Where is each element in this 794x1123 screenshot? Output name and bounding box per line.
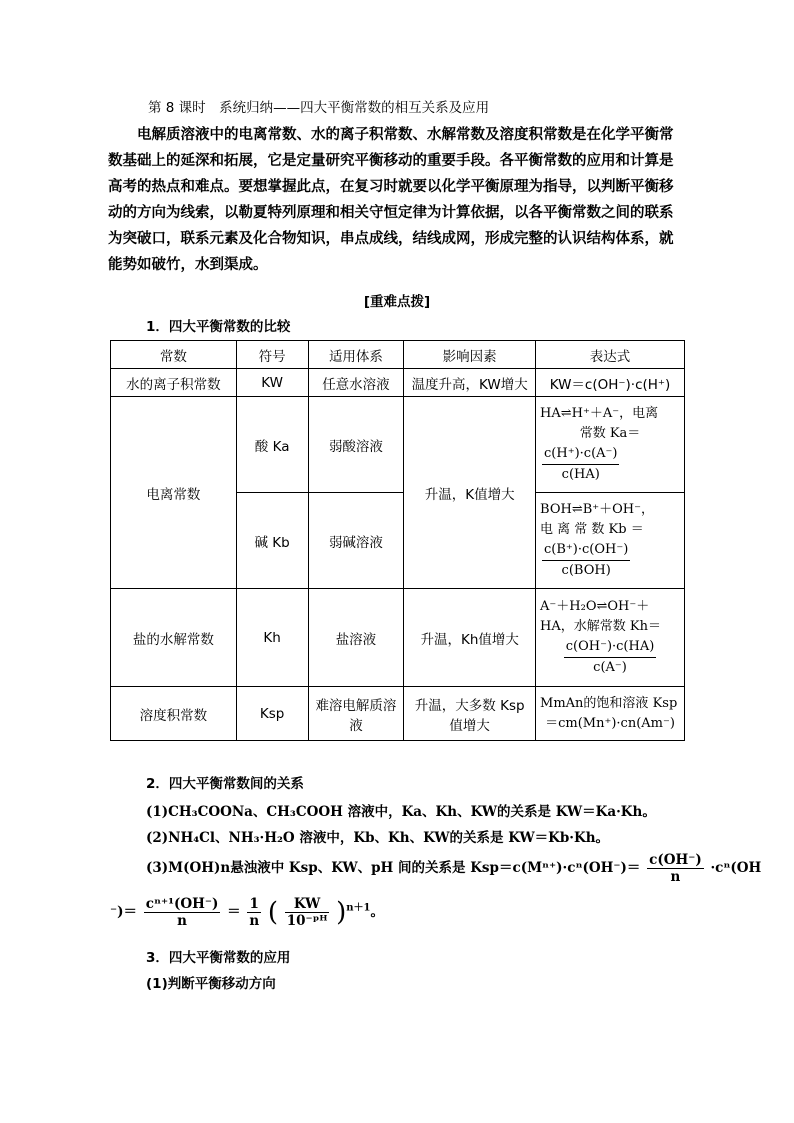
fraction-numerator: c(OH⁻) <box>649 852 702 868</box>
cell-expression <box>536 687 685 741</box>
table-row-solubility <box>111 687 685 741</box>
relation-3-fraction <box>144 896 221 929</box>
cell-name: 电离常数 <box>111 397 237 589</box>
relation-3-fraction <box>647 852 704 885</box>
header-expression: 表达式 <box>536 341 685 369</box>
cell-factor: 升温，K值增大 <box>404 397 536 589</box>
intro-paragraph: 电解质溶液中的电离常数、水的离子积常数、水解常数及溶度积常数是在化学平衡常数基础上的延深和拓展，它是定量研究平衡移动的重要手段。各平衡常数的应用和计算是高考的热点和难点。要想掌握此点，在复习时就要以化学平衡原理为指导，以判断平衡移动的方向为线索，以勒夏特列原理和相关守恒定律为计算依据，以各平衡常数之间的联系为突破口，联系元素及化合物知识，串点成线，结线成网，形成完整的认识结构体系，就能势如破竹，水到渠成。 <box>108 126 674 273</box>
fraction-denominator: c(A⁻) <box>593 660 627 675</box>
section-3-subtitle: (1)判断平衡移动方向 <box>146 976 276 992</box>
cell-system: 盐溶液 <box>308 589 404 687</box>
cell-factor: 温度升高，KW增大 <box>404 369 536 397</box>
fraction-denominator: 10⁻ᵖᴴ <box>286 913 328 929</box>
fraction-denominator: c(BOH) <box>561 563 611 578</box>
table-row-acid <box>111 397 685 493</box>
expr-line: A⁻＋H₂O⇌OH⁻＋ <box>540 599 650 614</box>
expr-line: HA⇌H⁺＋A⁻，电离 <box>540 406 659 421</box>
cell-expression <box>536 493 685 589</box>
cell-expression <box>536 589 685 687</box>
relation-3-text: 。 <box>370 904 384 920</box>
cell-name: 溶度积常数 <box>111 687 237 741</box>
header-symbol: 符号 <box>236 341 308 369</box>
expr-line: 常数 Ka＝ <box>579 426 641 441</box>
expr-line: 电 离 常 数 Kb ＝ <box>540 522 644 537</box>
constants-comparison-table <box>110 340 685 741</box>
relation-3-text: ·cⁿ(OH <box>710 860 762 876</box>
fraction-numerator: 1 <box>247 896 261 913</box>
relation-2: (2)NH₄Cl、NH₃·H₂O 溶液中，Kb、Kh、KW的关系是 KW＝Kb·Kh。 <box>146 830 610 846</box>
expr-fraction <box>564 637 657 678</box>
relation-3-line-1 <box>146 852 761 885</box>
cell-name: 水的离子积常数 <box>111 369 237 397</box>
expr-fraction <box>542 540 630 581</box>
fraction-numerator: cⁿ⁺¹(OH⁻) <box>145 896 219 912</box>
fraction-numerator: c(B⁺)·c(OH⁻) <box>542 540 630 561</box>
section-3-title: 3．四大平衡常数的应用 <box>146 950 291 966</box>
cell-factor: 升温，大多数 Ksp值增大 <box>404 687 536 741</box>
section-2-title: 2．四大平衡常数间的关系 <box>146 776 304 792</box>
cell-symbol: 酸 Ka <box>236 397 308 493</box>
section-heading: [重难点拨] <box>363 294 431 310</box>
cell-system: 弱酸溶液 <box>308 397 404 493</box>
expr-line: MmAn的饱和溶液 Ksp <box>540 695 678 711</box>
cell-expression: KW＝c(OH⁻)·c(H⁺) <box>536 369 685 397</box>
cell-system: 弱碱溶液 <box>308 493 404 589</box>
header-factor: 影响因素 <box>404 341 536 369</box>
fraction-denominator: n <box>670 869 681 885</box>
cell-name: 盐的水解常数 <box>111 589 237 687</box>
relation-3-text: ⁻)＝ <box>110 904 138 920</box>
cell-system: 难溶电解质溶液 <box>308 687 404 741</box>
relation-3-line-2: ⁻)＝ $\frac{\text{cⁿ⁺¹(OH⁻)}}{n}$ ＝ $\frac{1}{n}$ ( $\frac{KW}{\text{10⁻ᵖᴴ}}$ )$^{n+1}$。 <box>110 896 384 929</box>
table-row-water <box>111 369 685 397</box>
fraction-denominator: n <box>249 913 260 929</box>
header-constant: 常数 <box>111 341 237 369</box>
relation-3-text: (3)M(OH)n悬浊液中 Ksp、KW、pH 间的关系是 Ksp＝c(Mⁿ⁺)·cⁿ(OH⁻)＝ <box>146 860 641 876</box>
fraction-numerator: KW <box>285 896 330 913</box>
table-row-hydrolysis <box>111 589 685 687</box>
cell-expression <box>536 397 685 493</box>
fraction-numerator: c(H⁺)·c(A⁻) <box>542 444 619 465</box>
cell-symbol: Ksp <box>236 687 308 741</box>
header-system: 适用体系 <box>308 341 404 369</box>
relation-3-fraction <box>285 896 330 929</box>
relation-3-text: ＝ <box>227 904 241 920</box>
cell-symbol: 碱 Kb <box>236 493 308 589</box>
relation-1: (1)CH₃COONa、CH₃COOH 溶液中，Ka、Kh、KW的关系是 KW＝Ka·Kh。 <box>146 804 656 820</box>
cell-symbol: Kh <box>236 589 308 687</box>
lesson-title: 第 8 课时 系统归纳——四大平衡常数的相互关系及应用 <box>148 100 490 116</box>
relation-3-exponent: n＋1 <box>346 902 371 914</box>
table-header-row <box>111 341 685 369</box>
section-1-title: 1．四大平衡常数的比较 <box>146 319 291 335</box>
cell-symbol: KW <box>236 369 308 397</box>
expr-line: ＝cm(Mn⁺)·cn(Am⁻) <box>545 715 675 731</box>
fraction-denominator: n <box>177 913 187 929</box>
expr-line: BOH⇌B⁺＋OH⁻， <box>540 502 654 517</box>
expr-fraction <box>542 444 619 485</box>
expr-line: HA，水解常数 Kh＝ <box>540 619 661 634</box>
relation-3-fraction <box>247 896 261 929</box>
cell-factor: 升温，Kh值增大 <box>404 589 536 687</box>
cell-system: 任意水溶液 <box>308 369 404 397</box>
fraction-numerator: c(OH⁻)·c(HA) <box>564 637 657 658</box>
fraction-denominator: c(HA) <box>561 467 600 482</box>
